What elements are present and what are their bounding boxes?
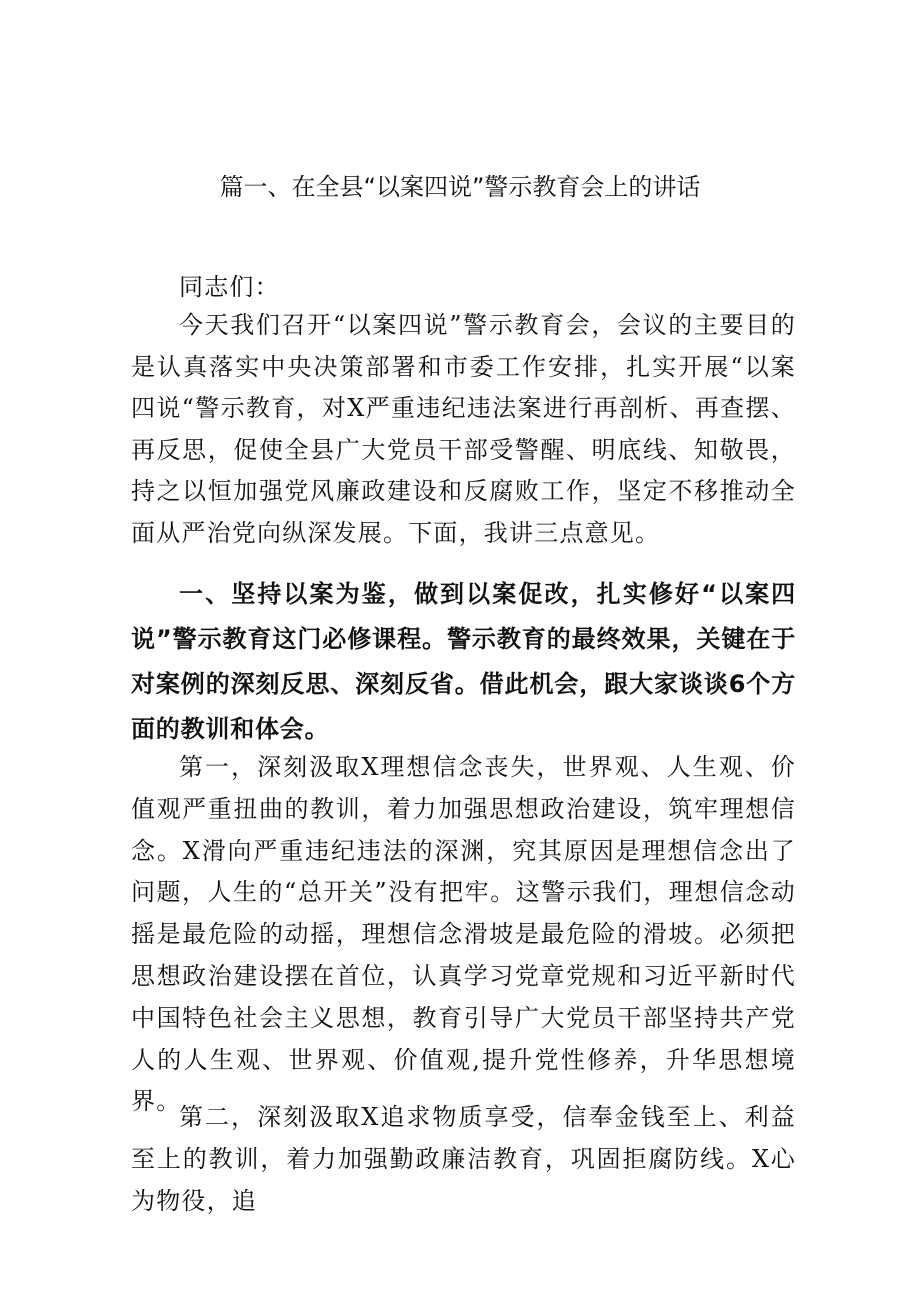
paragraph-second-lesson: 第二，深刻汲取X追求物质享受，信奉金钱至上、利益至上的教训，着力加强勤政廉洁教育，巩固拒腐防线。X心为物役，追 [131,1103,796,1215]
paragraph-point-one-heading: 一、坚持以案为鉴，做到以案促改，扎实修好“以案四说”警示教育这门必修课程。警示教育的最终效果，关键在于对案例的深刻反思、深刻反省。借此机会，跟大家谈谈6个方面的教训和体会。 [131,580,796,743]
greeting: 同志们： [179,273,280,301]
paragraph-first-lesson: 第一，深刻汲取X理想信念丧失，世界观、人生观、价值观严重扭曲的教训，着力加强思想政治建设，筑牢理想信念。X滑向严重违纪违法的深渊，究其原因是理想信念出了问题，人生的“总开关”没有把牢。这警示我们，理想信念动摇是最危险的动摇，理想信念滑坡是最危险的滑坡。必须把思想政治建设摆在首位，认真学习党章党规和习近平新时代中国特色社会主义思想，教育引导广大党员干部坚持共产党人的人生观、世界观、价值观,提升党性修养，升华思想境界。 [131,753,796,1116]
document-title: 篇一、在全县“以案四说”警示教育会上的讲话 [219,173,701,201]
paragraph-intro: 今天我们召开“以案四说”警示教育会，会议的主要目的是认真落实中央决策部署和市委工作安排，扎实开展“以案四说“警示教育，对X严重违纪违法案进行再剖析、再查摆、再反思，促使全县广大党员干部受警醒、明底线、知敬畏，持之以恒加强党风廉政建设和反腐败工作，坚定不移推动全面从严治党向纵深发展。下面，我讲三点意见。 [131,311,796,547]
